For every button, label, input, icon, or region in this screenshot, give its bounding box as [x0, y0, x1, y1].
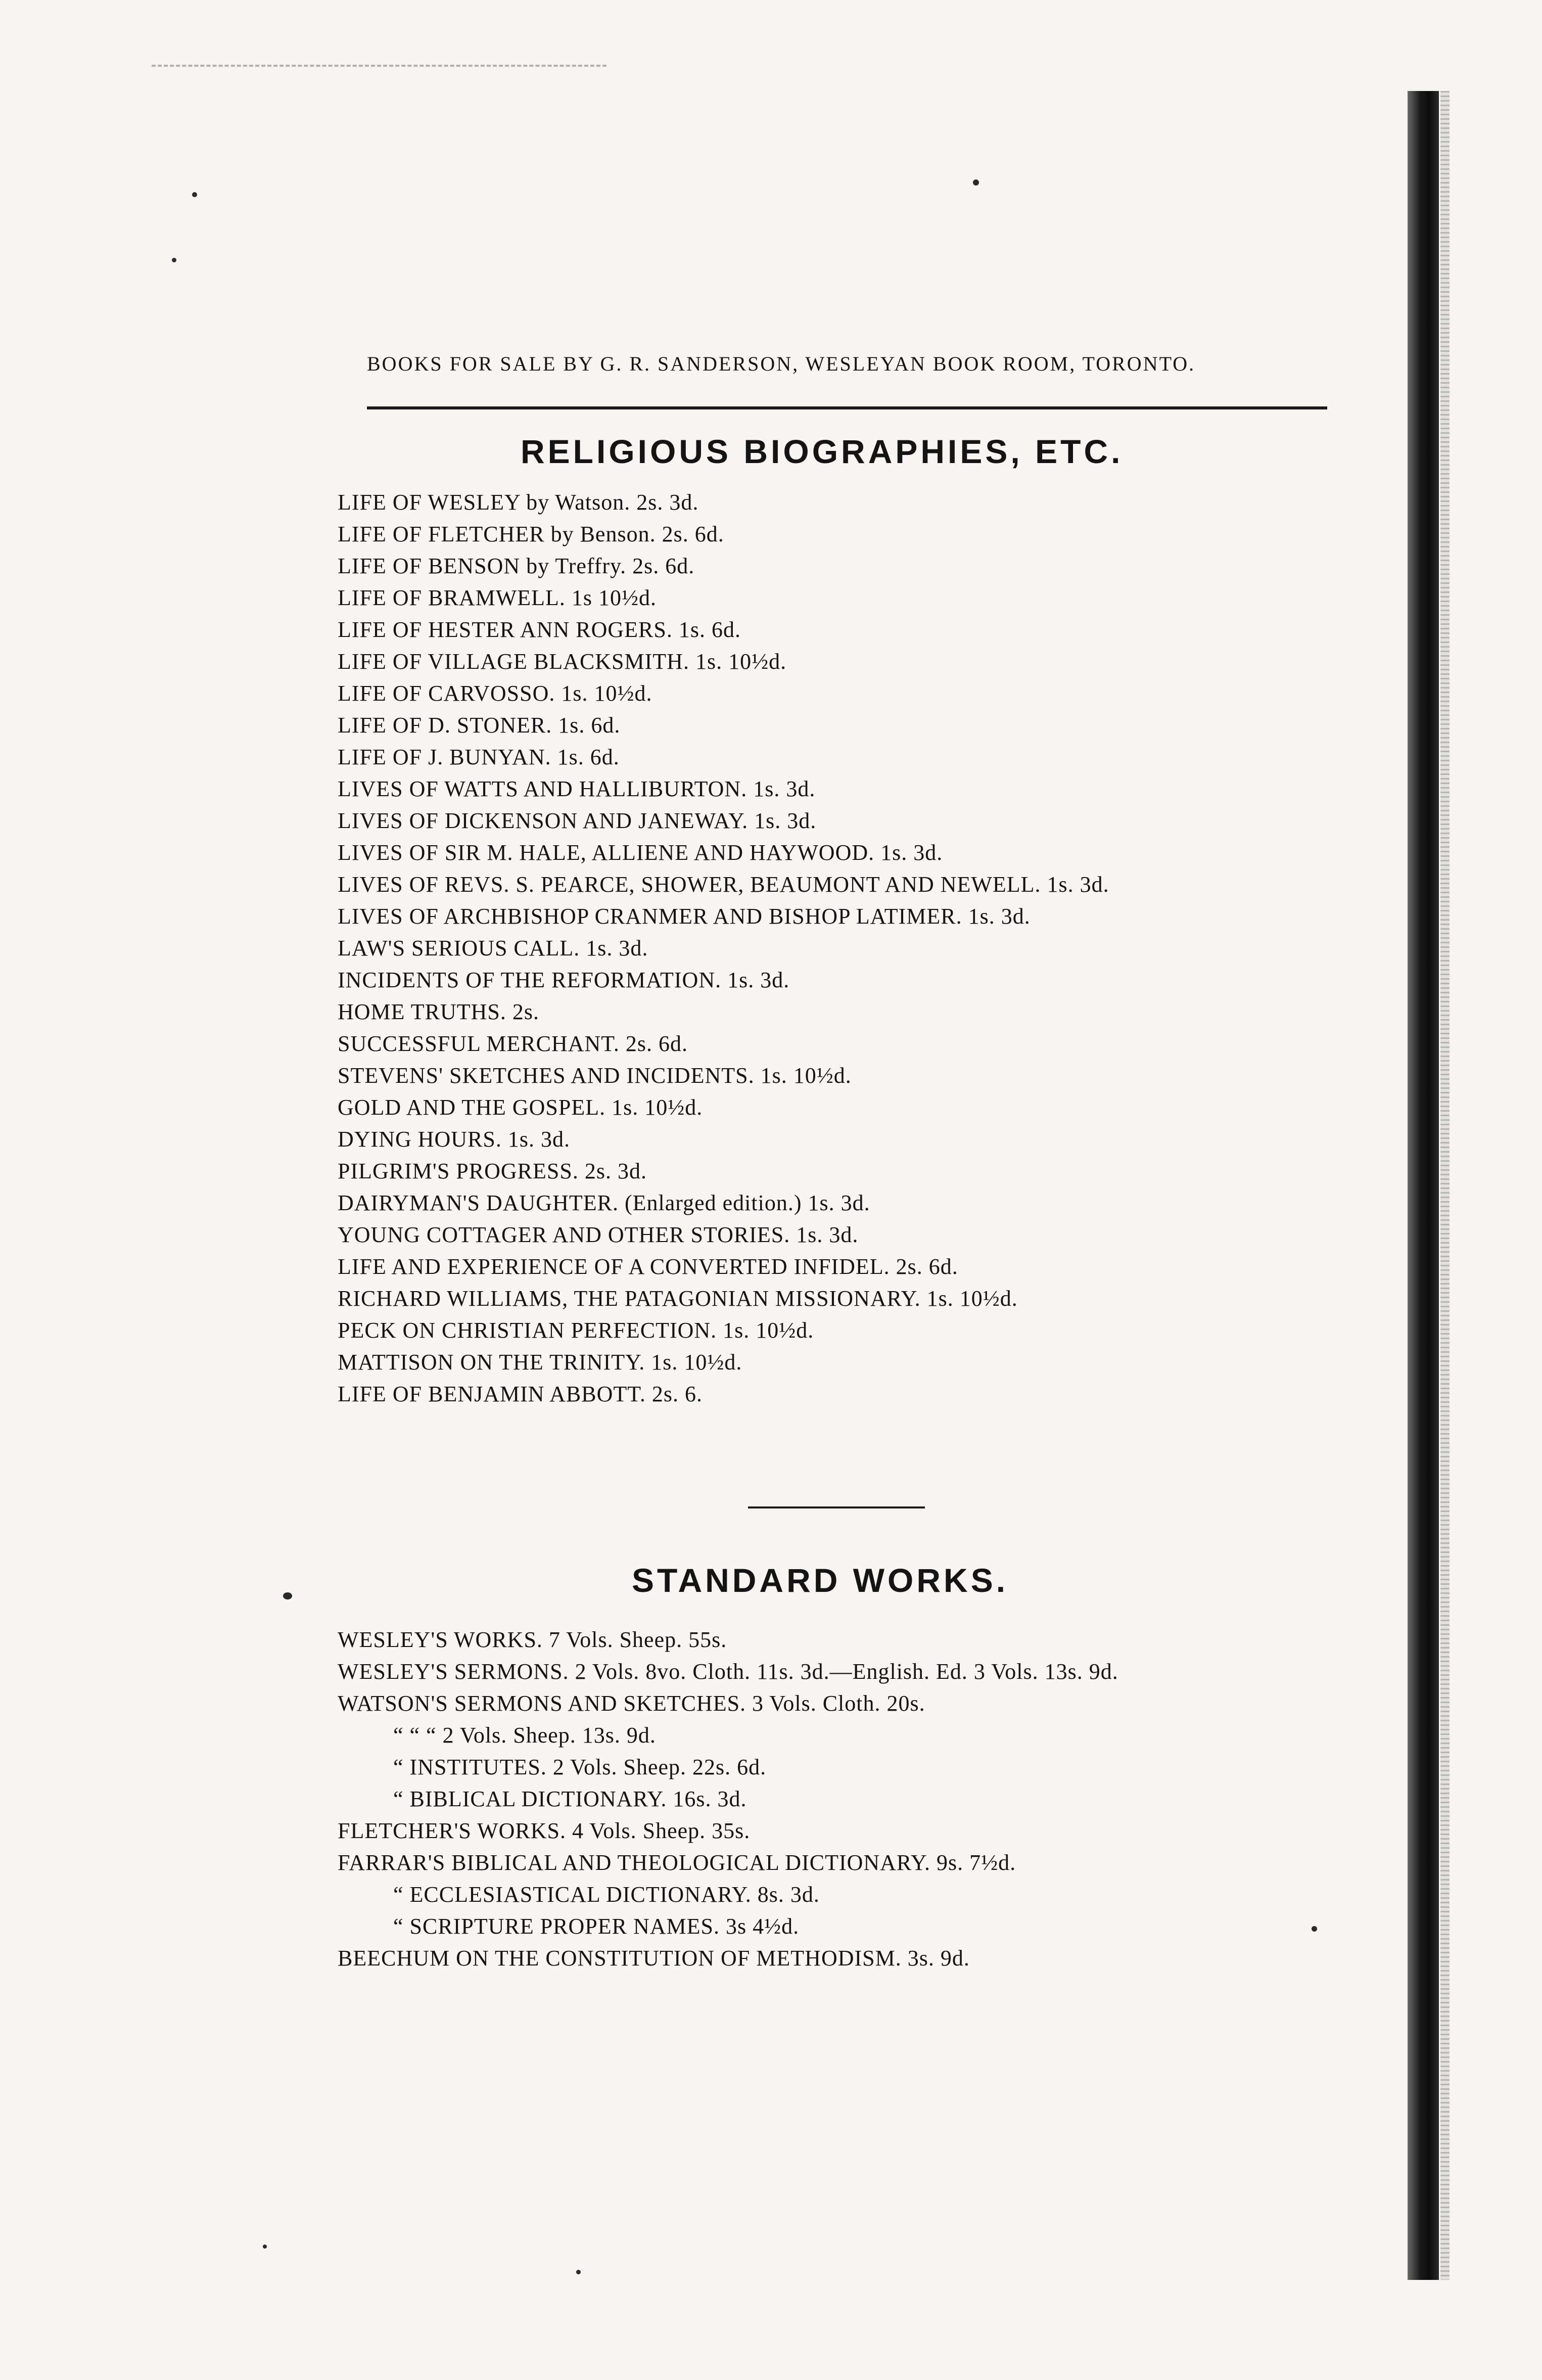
list-item: LIVES OF REVS. S. PEARCE, SHOWER, BEAUMONT AND NEWELL. 1s. 3d. — [338, 872, 1109, 897]
list-item: LIFE OF HESTER ANN ROGERS. 1s. 6d. — [338, 617, 741, 642]
section-title-standard-works: STANDARD WORKS. — [632, 1562, 1009, 1599]
list-item: INCIDENTS OF THE REFORMATION. 1s. 3d. — [338, 968, 790, 992]
list-item: “ ECCLESIASTICAL DICTIONARY. 8s. 3d. — [393, 1882, 820, 1907]
list-item: DYING HOURS. 1s. 3d. — [338, 1127, 571, 1152]
list-item: LIVES OF ARCHBISHOP CRANMER AND BISHOP LATIMER. 1s. 3d. — [338, 904, 1031, 929]
list-item: LIFE OF CARVOSSO. 1s. 10½d. — [338, 681, 652, 706]
binding-spine — [1408, 91, 1439, 2280]
list-item: “ SCRIPTURE PROPER NAMES. 3s 4½d. — [393, 1914, 800, 1939]
list-item: PILGRIM'S PROGRESS. 2s. 3d. — [338, 1159, 647, 1183]
standard-works-list — [338, 1624, 1118, 1974]
list-item: LIFE OF FLETCHER by Benson. 2s. 6d. — [338, 522, 724, 546]
list-item: LIFE AND EXPERIENCE OF A CONVERTED INFIDEL. 2s. 6d. — [338, 1254, 958, 1279]
list-item: LIVES OF SIR M. HALE, ALLIENE AND HAYWOOD. 1s. 3d. — [338, 840, 943, 865]
religious-biographies-list — [338, 486, 1109, 1410]
scan-speck — [1312, 1926, 1317, 1932]
catalogue-header: BOOKS FOR SALE BY G. R. SANDERSON, WESLEYAN BOOK ROOM, TORONTO. — [367, 352, 1196, 375]
list-item: HOME TRUTHS. 2s. — [338, 999, 540, 1024]
list-item: “ “ “ 2 Vols. Sheep. 13s. 9d. — [393, 1723, 656, 1748]
list-item: FARRAR'S BIBLICAL AND THEOLOGICAL DICTIONARY. 9s. 7½d. — [338, 1850, 1016, 1875]
list-item: LIFE OF WESLEY by Watson. 2s. 3d. — [338, 490, 699, 515]
list-item: “ INSTITUTES. 2 Vols. Sheep. 22s. 6d. — [393, 1755, 767, 1779]
list-item: “ BIBLICAL DICTIONARY. 16s. 3d. — [393, 1787, 747, 1811]
scan-speck — [263, 2245, 267, 2249]
scan-speck — [283, 1592, 292, 1599]
scan-speck — [973, 179, 979, 186]
binding-edge — [1440, 91, 1450, 2280]
list-item: LIFE OF J. BUNYAN. 1s. 6d. — [338, 745, 620, 769]
list-item: PECK ON CHRISTIAN PERFECTION. 1s. 10½d. — [338, 1318, 814, 1343]
list-item: LIVES OF DICKENSON AND JANEWAY. 1s. 3d. — [338, 808, 817, 833]
top-page-mark — [152, 65, 606, 67]
list-item: MATTISON ON THE TRINITY. 1s. 10½d. — [338, 1350, 742, 1375]
list-item: WATSON'S SERMONS AND SKETCHES. 3 Vols. Cloth. 20s. — [338, 1691, 925, 1716]
list-item: LAW'S SERIOUS CALL. 1s. 3d. — [338, 936, 648, 960]
list-item: FLETCHER'S WORKS. 4 Vols. Sheep. 35s. — [338, 1818, 751, 1843]
list-item: LIFE OF BENSON by Treffry. 2s. 6d. — [338, 554, 695, 578]
scan-speck — [172, 258, 176, 262]
list-item: RICHARD WILLIAMS, THE PATAGONIAN MISSIONARY. 1s. 10½d. — [338, 1286, 1018, 1311]
list-item: BEECHUM ON THE CONSTITUTION OF METHODISM. 3s. 9d. — [338, 1946, 970, 1971]
list-item: WESLEY'S WORKS. 7 Vols. Sheep. 55s. — [338, 1627, 727, 1652]
list-item: LIVES OF WATTS AND HALLIBURTON. 1s. 3d. — [338, 776, 816, 801]
scan-speck — [192, 192, 197, 197]
header-rule — [367, 406, 1327, 409]
list-item: STEVENS' SKETCHES AND INCIDENTS. 1s. 10½d. — [338, 1063, 852, 1088]
list-item: LIFE OF BENJAMIN ABBOTT. 2s. 6. — [338, 1382, 703, 1406]
list-item: LIFE OF VILLAGE BLACKSMITH. 1s. 10½d. — [338, 649, 787, 674]
section-title-religious-biographies: RELIGIOUS BIOGRAPHIES, ETC. — [521, 433, 1124, 470]
list-item: LIFE OF BRAMWELL. 1s 10½d. — [338, 585, 657, 610]
list-item: GOLD AND THE GOSPEL. 1s. 10½d. — [338, 1095, 703, 1120]
list-item: SUCCESSFUL MERCHANT. 2s. 6d. — [338, 1031, 688, 1056]
list-item: WESLEY'S SERMONS. 2 Vols. 8vo. Cloth. 11s. 3d.—English. Ed. 3 Vols. 13s. 9d. — [338, 1659, 1118, 1684]
list-item: DAIRYMAN'S DAUGHTER. (Enlarged edition.) 1s. 3d. — [338, 1191, 870, 1215]
list-item: LIFE OF D. STONER. 1s. 6d. — [338, 713, 621, 738]
scan-speck — [576, 2270, 581, 2274]
section-divider — [748, 1506, 925, 1508]
list-item: YOUNG COTTAGER AND OTHER STORIES. 1s. 3d. — [338, 1222, 859, 1247]
